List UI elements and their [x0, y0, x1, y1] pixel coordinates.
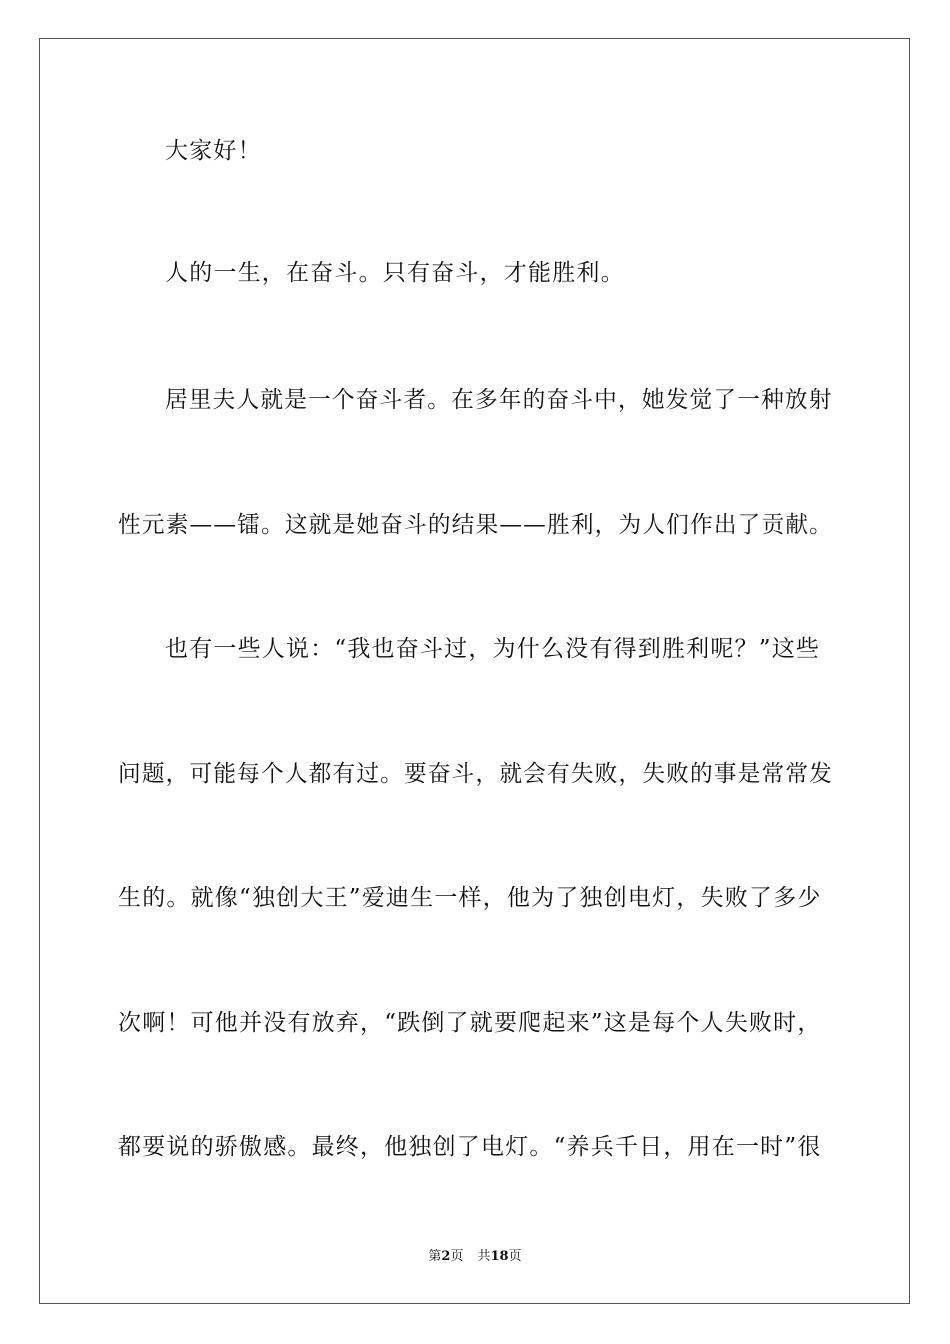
- paragraph-line-3: 居里夫人就是一个奋斗者。在多年的奋斗中，她发觉了一种放射: [165, 387, 833, 413]
- paragraph-line-8: 次啊！可他并没有放弃，“跌倒了就要爬起来”这是每个人失败时，: [118, 1010, 822, 1036]
- page-number: 第2页: [428, 1249, 464, 1264]
- page-border: [39, 38, 910, 1304]
- paragraph-line-2: 人的一生，在奋斗。只有奋斗，才能胜利。: [165, 260, 625, 286]
- paragraph-line-7: 生的。就像“独创大王”爱迪生一样，他为了独创电灯，失败了多少: [118, 885, 822, 911]
- page-footer: [0, 1248, 950, 1266]
- paragraph-line-1: 大家好！: [165, 138, 262, 164]
- page-total: 共18页: [477, 1249, 522, 1264]
- paragraph-line-4: 性元素——镭。这就是她奋斗的结果——胜利，为人们作出了贡献。: [118, 512, 833, 538]
- paragraph-line-9: 都要说的骄傲感。最终，他独创了电灯。“养兵千日，用在一时”很: [118, 1134, 822, 1160]
- paragraph-line-6: 问题，可能每个人都有过。要奋斗，就会有失败，失败的事是常常发: [118, 761, 833, 787]
- paragraph-line-5: 也有一些人说：“我也奋斗过，为什么没有得到胜利呢？”这些: [165, 636, 821, 662]
